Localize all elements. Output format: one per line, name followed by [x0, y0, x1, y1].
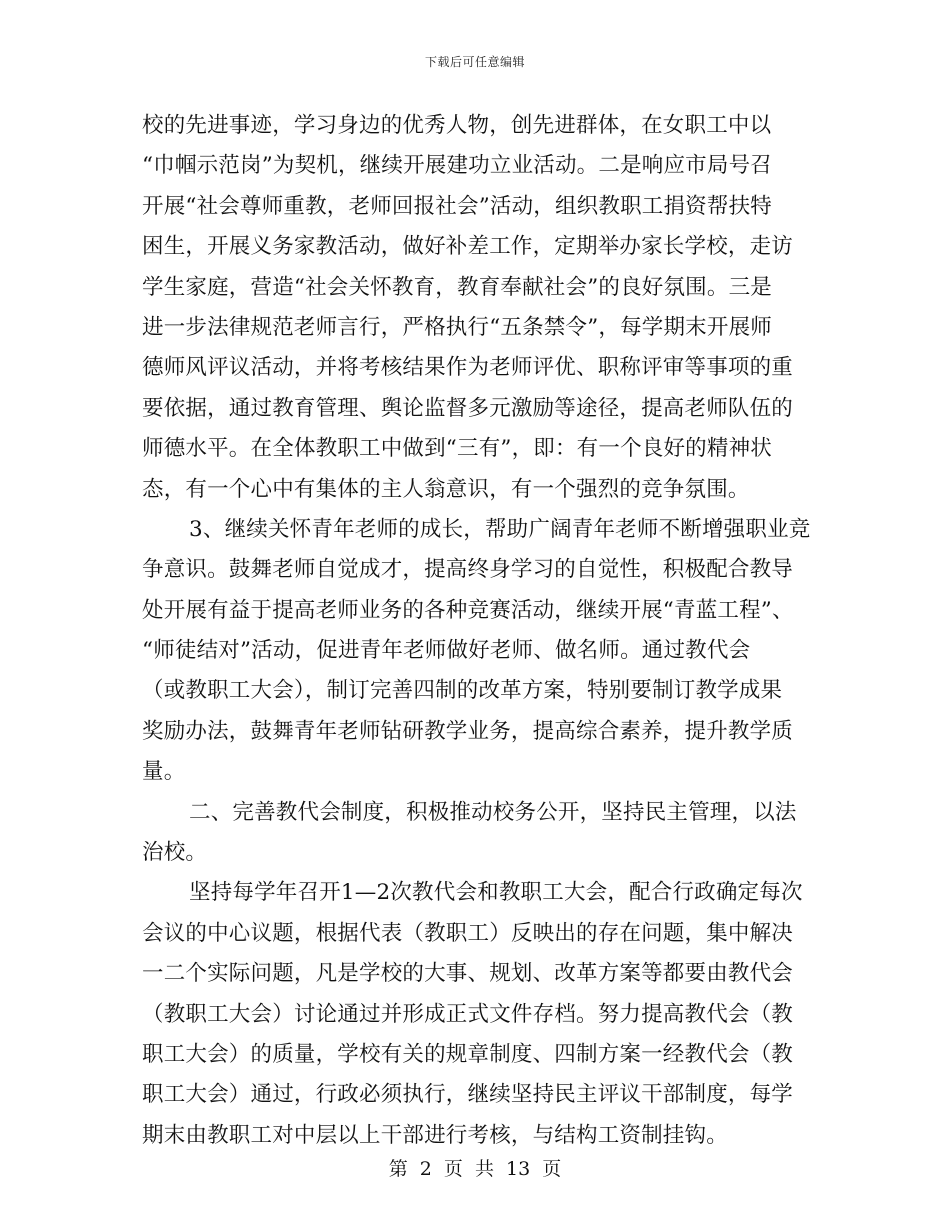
document-body	[142, 106, 811, 1156]
body-line: “师徒结对”活动，促进青年老师做好老师、做名师。通过教代会	[142, 638, 751, 664]
body-line: （或教职工大会），制订完善四制的改革方案，特别要制订教学成果	[142, 678, 783, 704]
body-line: 一二个实际问题，凡是学校的大事、规划、改革方案等都要由教代会	[142, 961, 794, 987]
section-heading-continuation: 治校。	[142, 840, 208, 866]
body-line: （教职工大会）讨论通过并形成正式文件存档。努力提高教代会（教	[142, 1001, 794, 1027]
section-heading: 二、完善教代会制度，积极推动校务公开，坚持民主管理，以法	[189, 799, 797, 825]
page-number: 第 2 页 共 13 页	[388, 1158, 562, 1180]
body-line: 开展“社会尊师重教，老师回报社会”活动，组织教职工捐资帮扶特	[142, 193, 772, 219]
body-line-indented: 坚持每学年召开1—2次教代会和教职工大会，配合行政确定每次	[189, 880, 803, 906]
body-line: 期末由教职工对中层以上干部进行考核，与结构工资制挂钩。	[142, 1122, 728, 1148]
body-line: 校的先进事迹，学习身边的优秀人物，创先进群体，在女职工中以	[142, 113, 772, 138]
body-line: 德师风评议活动，并将考核结果作为老师评优、职称评审等事项的重	[142, 355, 794, 381]
body-line: 处开展有益于提高老师业务的各种竞赛活动，继续开展“青蓝工程”、	[142, 597, 794, 623]
body-line: 争意识。鼓舞老师自觉成才，提高终身学习的自觉性，积极配合教导	[142, 557, 794, 583]
body-line: “巾帼示范岗”为契机，继续开展建功立业活动。二是响应市局号召	[142, 153, 772, 179]
body-line: 职工大会）的质量，学校有关的规章制度、四制方案一经教代会（教	[142, 1041, 794, 1067]
header-note: 下载后可任意编辑	[424, 55, 525, 69]
body-line: 量。	[142, 759, 186, 785]
body-line-indented: 3、继续关怀青年老师的成长，帮助广阔青年老师不断增强职业竞	[189, 516, 811, 542]
body-line: 师德水平。在全体教职工中做到“三有”，即：有一个良好的精神状	[142, 436, 772, 462]
body-line: 学生家庭，营造“社会关怀教育，教育奉献社会”的良好氛围。三是	[142, 274, 772, 300]
body-line: 困生，开展义务家教活动，做好补差工作，定期举办家长学校，走访	[142, 234, 794, 260]
body-line: 会议的中心议题，根据代表（教职工）反映出的存在问题，集中解决	[142, 920, 794, 946]
body-line: 要依据，通过教育管理、舆论监督多元激励等途径，提高老师队伍的	[142, 395, 794, 421]
body-line: 职工大会）通过，行政必须执行，继续坚持民主评议干部制度，每学	[142, 1082, 794, 1108]
body-line: 进一步法律规范老师言行，严格执行“五条禁令”，每学期末开展师	[142, 314, 772, 340]
body-line: 态，有一个心中有集体的主人翁意识，有一个强烈的竞争氛围。	[142, 476, 750, 502]
body-line: 奖励办法，鼓舞青年老师钻研教学业务，提高综合素养，提升教学质	[142, 718, 794, 744]
